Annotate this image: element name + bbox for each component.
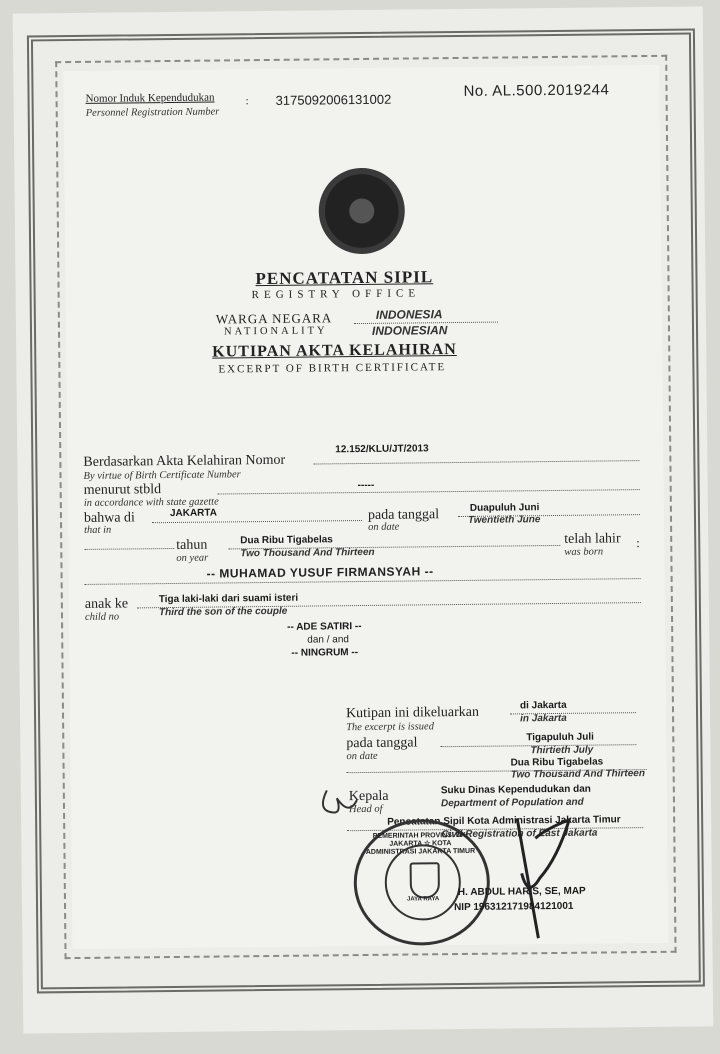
cert-number-label-en: By virtue of Birth Certificate Number — [83, 469, 241, 482]
year-value-en: Two Thousand And Thirteen — [240, 546, 375, 560]
year-label: tahun — [176, 537, 208, 553]
born-label: telah lahir — [564, 531, 621, 547]
official-name: H. ABDUL HARIS, SE, MAP — [457, 885, 586, 899]
child-no-label: anak ke — [84, 596, 129, 612]
signature-icon — [307, 767, 689, 961]
head-label: Kepala — [348, 788, 389, 805]
born-label-en: was born — [564, 546, 604, 558]
date-value: Duapuluh Juni — [469, 502, 540, 514]
stbld-label: menurut stbld — [83, 482, 162, 498]
date-label-en: on date — [368, 521, 400, 533]
nationality-label: WARGA NEGARA — [215, 310, 333, 327]
child-name: -- MUHAMAD YUSUF FIRMANSYAH -- — [206, 564, 434, 581]
child-no-value: Tiga laki-laki dari suami isteri — [158, 592, 299, 606]
dept-line1-en: Department of Population and — [440, 796, 584, 810]
doc-title: KUTIPAN AKTA KELAHIRAN — [212, 341, 457, 361]
child-no-value-en: Third the son of the couple — [158, 605, 288, 619]
cert-number-label: Berdasarkan Akta Kelahiran Nomor — [83, 452, 286, 470]
issued-place-en: in Jakarta — [520, 712, 567, 725]
issued-date-label-en: on date — [346, 750, 378, 763]
year-label-en: on year — [176, 552, 209, 564]
place-label-en: that in — [84, 524, 112, 536]
issued-date-en: Thirtieth July — [530, 744, 594, 757]
stbld-value: ----- — [357, 479, 375, 492]
seal-ring-text: PEMERINTAH PROVINSI DKI JAKARTA ☆ KOTA ADMINISTRASI JAKARTA TIMUR — [365, 831, 476, 856]
issued-label: Kutipan ini dikeluarkan — [345, 704, 480, 722]
dept-line2: Pencatatan Sipil Kota Administrasi Jakarta Timur — [387, 814, 621, 828]
and-text: dan / and — [307, 634, 350, 646]
date-label: pada tanggal — [367, 507, 440, 523]
father-name: -- ADE SATIRI -- — [287, 621, 362, 633]
garuda-emblem-icon — [318, 168, 405, 255]
issued-label-en: The excerpt is issued — [346, 721, 435, 734]
place-label: bahwa di — [83, 510, 135, 526]
date-value-en: Twentieth June — [467, 514, 541, 526]
issued-year: Dua Ribu Tigabelas — [510, 756, 604, 769]
office-title: PENCATATAN SIPIL — [255, 267, 434, 289]
head-label-en: Head of — [348, 803, 383, 816]
official-nip: NIP 196312171984121001 — [454, 900, 574, 914]
issued-place: di Jakarta — [519, 699, 567, 712]
seal-shield-text: JAYA RAYA — [406, 896, 440, 903]
child-no-label-en: child no — [84, 611, 120, 623]
dept-line2-en: Civil Registration of East Jakarta — [441, 827, 598, 841]
doc-title-en: EXCERPT OF BIRTH CERTIFICATE — [218, 361, 447, 376]
nik-value: 3175092006131002 — [275, 91, 392, 108]
year-value: Dua Ribu Tigabelas — [240, 534, 333, 547]
nik-label: Nomor Induk Kependudukan — [85, 91, 215, 105]
nik-label-en: Personnel Registration Number — [85, 106, 220, 119]
stbld-label-en: in accordance with state gazette — [83, 496, 219, 509]
cert-number-value: 12.152/KLU/JT/2013 — [335, 443, 429, 456]
certificate-page: Nomor Induk Kependudukan Personnel Registration Number : 3175092006131002 No. AL.500.2019244 PENCATATAN SIPIL REGISTRY OFFICE WARGA NEGARA NATIONALITY INDONESIA INDONESIAN KUTIPAN AKTA KELAHIRAN EXCERPT OF BIRTH CERTIFICATE 12.152/KLU/JT/2013 Berdasarkan Akta Kelahiran Nomor By virtue of Birth Certificate Number menurut stbld ----- in accordance with state gazette bahwa di that in JAKARTA pada tanggal on date Duapuluh Juni Twentieth June tahun on year Dua Ribu Tigabelas Two Thousand And Thirteen telah lahir was born : -- MUHAMAD YUSUF FIRMANSYAH -- anak ke child no Tiga laki-laki dari suami isteri Third the son of the couple -- ADE SATIRI -- dan / and -- NINGRUM -- Kutipan ini dikeluarkan The excerpt is issued di Jakarta in Jakarta pada tanggal on date Tigapuluh Juli Thirtieth July Dua Ribu Tigabelas Two Thousand And Thirteen Kepala Head of Suku Dinas Kependudukan dan Department of Population and Pencatatan Sipil Kota Administrasi Jakarta Timur Civil Registration of East Jakarta PEMERINTAH PROVINSI DKI JAKARTA ☆ KOTA ADMINISTRASI JAKARTA TIMUR JAYA RAYA H. ABDUL HARIS, SE, MAP NIP 196312171984121001 — [13, 6, 714, 1033]
doc-number: No. AL.500.2019244 — [463, 81, 610, 100]
issued-year-en: Two Thousand And Thirteen — [510, 768, 645, 781]
nationality-value: INDONESIA — [375, 307, 443, 322]
office-title-en: REGISTRY OFFICE — [251, 287, 421, 302]
nationality-label-en: NATIONALITY — [223, 325, 328, 338]
dept-line1: Suku Dinas Kependudukan dan — [440, 783, 591, 797]
mother-name: -- NINGRUM -- — [291, 647, 359, 659]
issued-date-label: pada tanggal — [346, 735, 418, 752]
issued-date: Tigapuluh Juli — [526, 731, 594, 744]
place-value: JAKARTA — [169, 507, 218, 520]
nik-colon: : — [245, 95, 249, 108]
nationality-value-en: INDONESIAN — [371, 323, 448, 338]
